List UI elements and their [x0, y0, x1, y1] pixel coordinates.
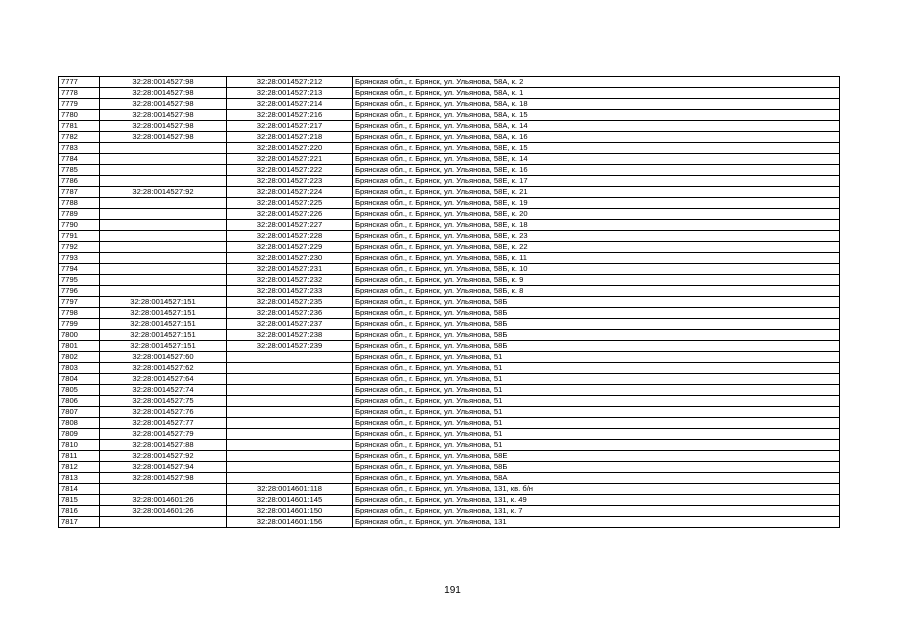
address-cell: Брянская обл., г. Брянск, ул. Ульянова, 131 — [353, 517, 840, 528]
address-cell: Брянская обл., г. Брянск, ул. Ульянова, 58Б — [353, 341, 840, 352]
row-number-cell: 7814 — [59, 484, 100, 495]
row-number-cell: 7777 — [59, 77, 100, 88]
address-cell: Брянская обл., г. Брянск, ул. Ульянова, 58Б, к. 10 — [353, 264, 840, 275]
table-row — [59, 341, 840, 352]
cadastral-number-cell: 32:28:0014601:150 — [227, 506, 353, 517]
row-number-cell: 7813 — [59, 473, 100, 484]
address-cell: Брянская обл., г. Брянск, ул. Ульянова, 51 — [353, 374, 840, 385]
parent-cadastral-number-cell: 32:28:0014527:151 — [100, 308, 227, 319]
table-row — [59, 187, 840, 198]
cadastral-number-cell: 32:28:0014527:217 — [227, 121, 353, 132]
row-number-cell: 7792 — [59, 242, 100, 253]
table-row — [59, 517, 840, 528]
row-number-cell: 7812 — [59, 462, 100, 473]
row-number-cell: 7779 — [59, 99, 100, 110]
parent-cadastral-number-cell — [100, 154, 227, 165]
cadastral-number-cell — [227, 440, 353, 451]
parent-cadastral-number-cell — [100, 220, 227, 231]
cadastral-number-cell: 32:28:0014527:229 — [227, 242, 353, 253]
row-number-cell: 7807 — [59, 407, 100, 418]
row-number-cell: 7778 — [59, 88, 100, 99]
table-row — [59, 308, 840, 319]
table-row — [59, 121, 840, 132]
table-row — [59, 319, 840, 330]
row-number-cell: 7784 — [59, 154, 100, 165]
address-cell: Брянская обл., г. Брянск, ул. Ульянова, 58Е, к. 14 — [353, 154, 840, 165]
table-row — [59, 407, 840, 418]
cadastral-number-cell: 32:28:0014527:227 — [227, 220, 353, 231]
row-number-cell: 7804 — [59, 374, 100, 385]
row-number-cell: 7791 — [59, 231, 100, 242]
table-row — [59, 396, 840, 407]
table-row — [59, 88, 840, 99]
cadastral-number-cell — [227, 462, 353, 473]
row-number-cell: 7795 — [59, 275, 100, 286]
parent-cadastral-number-cell — [100, 253, 227, 264]
table-row — [59, 374, 840, 385]
address-cell: Брянская обл., г. Брянск, ул. Ульянова, 58Е — [353, 451, 840, 462]
table-row — [59, 462, 840, 473]
cadastral-number-cell: 32:28:0014601:156 — [227, 517, 353, 528]
table-row — [59, 451, 840, 462]
row-number-cell: 7817 — [59, 517, 100, 528]
row-number-cell: 7796 — [59, 286, 100, 297]
parent-cadastral-number-cell: 32:28:0014527:92 — [100, 187, 227, 198]
row-number-cell: 7808 — [59, 418, 100, 429]
row-number-cell: 7802 — [59, 352, 100, 363]
cadastral-table — [58, 76, 840, 528]
parent-cadastral-number-cell: 32:28:0014527:62 — [100, 363, 227, 374]
table-row — [59, 286, 840, 297]
parent-cadastral-number-cell: 32:28:0014527:151 — [100, 319, 227, 330]
table-row — [59, 418, 840, 429]
cadastral-number-cell: 32:28:0014601:118 — [227, 484, 353, 495]
address-cell: Брянская обл., г. Брянск, ул. Ульянова, 58Е, к. 22 — [353, 242, 840, 253]
parent-cadastral-number-cell — [100, 231, 227, 242]
address-cell: Брянская обл., г. Брянск, ул. Ульянова, 58А — [353, 473, 840, 484]
address-cell: Брянская обл., г. Брянск, ул. Ульянова, 58А, к. 16 — [353, 132, 840, 143]
table-row — [59, 363, 840, 374]
parent-cadastral-number-cell: 32:28:0014527:76 — [100, 407, 227, 418]
table-row — [59, 209, 840, 220]
row-number-cell: 7789 — [59, 209, 100, 220]
parent-cadastral-number-cell: 32:28:0014527:98 — [100, 121, 227, 132]
cadastral-number-cell: 32:28:0014527:233 — [227, 286, 353, 297]
cadastral-number-cell: 32:28:0014527:221 — [227, 154, 353, 165]
cadastral-number-cell — [227, 451, 353, 462]
row-number-cell: 7793 — [59, 253, 100, 264]
table-row — [59, 198, 840, 209]
table-row — [59, 385, 840, 396]
parent-cadastral-number-cell — [100, 143, 227, 154]
row-number-cell: 7780 — [59, 110, 100, 121]
address-cell: Брянская обл., г. Брянск, ул. Ульянова, 58Б, к. 11 — [353, 253, 840, 264]
table-row — [59, 110, 840, 121]
cadastral-number-cell — [227, 407, 353, 418]
cadastral-number-cell: 32:28:0014527:225 — [227, 198, 353, 209]
address-cell: Брянская обл., г. Брянск, ул. Ульянова, 58А, к. 18 — [353, 99, 840, 110]
parent-cadastral-number-cell: 32:28:0014527:74 — [100, 385, 227, 396]
address-cell: Брянская обл., г. Брянск, ул. Ульянова, 51 — [353, 407, 840, 418]
row-number-cell: 7790 — [59, 220, 100, 231]
parent-cadastral-number-cell: 32:28:0014527:92 — [100, 451, 227, 462]
cadastral-number-cell — [227, 429, 353, 440]
address-cell: Брянская обл., г. Брянск, ул. Ульянова, 58А, к. 2 — [353, 77, 840, 88]
table-body — [59, 77, 840, 528]
cadastral-number-cell: 32:28:0014527:216 — [227, 110, 353, 121]
row-number-cell: 7788 — [59, 198, 100, 209]
row-number-cell: 7783 — [59, 143, 100, 154]
row-number-cell: 7782 — [59, 132, 100, 143]
table-row — [59, 429, 840, 440]
address-cell: Брянская обл., г. Брянск, ул. Ульянова, 58Б — [353, 308, 840, 319]
address-cell: Брянская обл., г. Брянск, ул. Ульянова, 131, к. 49 — [353, 495, 840, 506]
parent-cadastral-number-cell: 32:28:0014527:88 — [100, 440, 227, 451]
cadastral-number-cell: 32:28:0014527:213 — [227, 88, 353, 99]
parent-cadastral-number-cell — [100, 242, 227, 253]
row-number-cell: 7806 — [59, 396, 100, 407]
address-cell: Брянская обл., г. Брянск, ул. Ульянова, 58Е, к. 17 — [353, 176, 840, 187]
table-row — [59, 231, 840, 242]
cadastral-number-cell — [227, 418, 353, 429]
address-cell: Брянская обл., г. Брянск, ул. Ульянова, 51 — [353, 418, 840, 429]
cadastral-number-cell: 32:28:0014527:231 — [227, 264, 353, 275]
parent-cadastral-number-cell: 32:28:0014527:60 — [100, 352, 227, 363]
row-number-cell: 7797 — [59, 297, 100, 308]
address-cell: Брянская обл., г. Брянск, ул. Ульянова, 58А, к. 15 — [353, 110, 840, 121]
cadastral-number-cell: 32:28:0014527:224 — [227, 187, 353, 198]
address-cell: Брянская обл., г. Брянск, ул. Ульянова, 58Е, к. 20 — [353, 209, 840, 220]
cadastral-number-cell: 32:28:0014527:236 — [227, 308, 353, 319]
address-cell: Брянская обл., г. Брянск, ул. Ульянова, 58Б — [353, 462, 840, 473]
address-cell: Брянская обл., г. Брянск, ул. Ульянова, 58Е, к. 18 — [353, 220, 840, 231]
table-row — [59, 253, 840, 264]
cadastral-number-cell: 32:28:0014527:223 — [227, 176, 353, 187]
parent-cadastral-number-cell: 32:28:0014527:98 — [100, 99, 227, 110]
row-number-cell: 7810 — [59, 440, 100, 451]
row-number-cell: 7794 — [59, 264, 100, 275]
row-number-cell: 7787 — [59, 187, 100, 198]
table-row — [59, 264, 840, 275]
row-number-cell: 7800 — [59, 330, 100, 341]
address-cell: Брянская обл., г. Брянск, ул. Ульянова, 58Е, к. 19 — [353, 198, 840, 209]
parent-cadastral-number-cell: 32:28:0014527:94 — [100, 462, 227, 473]
cadastral-number-cell: 32:28:0014527:212 — [227, 77, 353, 88]
parent-cadastral-number-cell: 32:28:0014527:98 — [100, 132, 227, 143]
address-cell: Брянская обл., г. Брянск, ул. Ульянова, 131, кв. б/н — [353, 484, 840, 495]
address-cell: Брянская обл., г. Брянск, ул. Ульянова, 58Е, к. 23 — [353, 231, 840, 242]
row-number-cell: 7816 — [59, 506, 100, 517]
table-row — [59, 484, 840, 495]
table-row — [59, 495, 840, 506]
cadastral-number-cell: 32:28:0014527:230 — [227, 253, 353, 264]
cadastral-number-cell — [227, 396, 353, 407]
table-row — [59, 473, 840, 484]
cadastral-number-cell: 32:28:0014527:222 — [227, 165, 353, 176]
table-row — [59, 77, 840, 88]
parent-cadastral-number-cell: 32:28:0014527:151 — [100, 330, 227, 341]
row-number-cell: 7811 — [59, 451, 100, 462]
address-cell: Брянская обл., г. Брянск, ул. Ульянова, 58А, к. 1 — [353, 88, 840, 99]
parent-cadastral-number-cell — [100, 209, 227, 220]
parent-cadastral-number-cell — [100, 517, 227, 528]
table-row — [59, 440, 840, 451]
parent-cadastral-number-cell: 32:28:0014527:98 — [100, 88, 227, 99]
table-row — [59, 330, 840, 341]
table-row — [59, 132, 840, 143]
row-number-cell: 7803 — [59, 363, 100, 374]
address-cell: Брянская обл., г. Брянск, ул. Ульянова, 58Е, к. 15 — [353, 143, 840, 154]
address-cell: Брянская обл., г. Брянск, ул. Ульянова, 51 — [353, 363, 840, 374]
table-row — [59, 165, 840, 176]
parent-cadastral-number-cell: 32:28:0014527:64 — [100, 374, 227, 385]
parent-cadastral-number-cell — [100, 484, 227, 495]
row-number-cell: 7781 — [59, 121, 100, 132]
row-number-cell: 7805 — [59, 385, 100, 396]
row-number-cell: 7815 — [59, 495, 100, 506]
table-row — [59, 352, 840, 363]
address-cell: Брянская обл., г. Брянск, ул. Ульянова, 51 — [353, 396, 840, 407]
row-number-cell: 7798 — [59, 308, 100, 319]
address-cell: Брянская обл., г. Брянск, ул. Ульянова, 58Б — [353, 297, 840, 308]
address-cell: Брянская обл., г. Брянск, ул. Ульянова, 51 — [353, 429, 840, 440]
cadastral-number-cell: 32:28:0014527:214 — [227, 99, 353, 110]
table-row — [59, 220, 840, 231]
address-cell: Брянская обл., г. Брянск, ул. Ульянова, 58А, к. 14 — [353, 121, 840, 132]
row-number-cell: 7786 — [59, 176, 100, 187]
table-row — [59, 506, 840, 517]
cadastral-number-cell — [227, 352, 353, 363]
table-row — [59, 297, 840, 308]
parent-cadastral-number-cell — [100, 165, 227, 176]
table-row — [59, 176, 840, 187]
cadastral-number-cell: 32:28:0014527:238 — [227, 330, 353, 341]
parent-cadastral-number-cell — [100, 264, 227, 275]
parent-cadastral-number-cell: 32:28:0014527:79 — [100, 429, 227, 440]
address-cell: Брянская обл., г. Брянск, ул. Ульянова, 58Б — [353, 330, 840, 341]
row-number-cell: 7785 — [59, 165, 100, 176]
parent-cadastral-number-cell — [100, 275, 227, 286]
cadastral-number-cell: 32:28:0014527:237 — [227, 319, 353, 330]
parent-cadastral-number-cell: 32:28:0014527:98 — [100, 110, 227, 121]
row-number-cell: 7809 — [59, 429, 100, 440]
page-number: 191 — [444, 585, 461, 596]
cadastral-number-cell: 32:28:0014527:239 — [227, 341, 353, 352]
cadastral-number-cell: 32:28:0014527:220 — [227, 143, 353, 154]
cadastral-number-cell: 32:28:0014527:232 — [227, 275, 353, 286]
parent-cadastral-number-cell: 32:28:0014601:26 — [100, 495, 227, 506]
table-row — [59, 99, 840, 110]
cadastral-number-cell — [227, 363, 353, 374]
cadastral-number-cell — [227, 385, 353, 396]
address-cell: Брянская обл., г. Брянск, ул. Ульянова, 131, к. 7 — [353, 506, 840, 517]
address-cell: Брянская обл., г. Брянск, ул. Ульянова, 58Е, к. 16 — [353, 165, 840, 176]
parent-cadastral-number-cell: 32:28:0014601:26 — [100, 506, 227, 517]
cadastral-number-cell — [227, 473, 353, 484]
cadastral-number-cell: 32:28:0014527:228 — [227, 231, 353, 242]
parent-cadastral-number-cell: 32:28:0014527:151 — [100, 297, 227, 308]
address-cell: Брянская обл., г. Брянск, ул. Ульянова, 58Е, к. 21 — [353, 187, 840, 198]
parent-cadastral-number-cell: 32:28:0014527:75 — [100, 396, 227, 407]
parent-cadastral-number-cell — [100, 286, 227, 297]
cadastral-number-cell: 32:28:0014527:218 — [227, 132, 353, 143]
table-row — [59, 154, 840, 165]
cadastral-number-cell — [227, 374, 353, 385]
table-row — [59, 275, 840, 286]
cadastral-number-cell: 32:28:0014527:226 — [227, 209, 353, 220]
row-number-cell: 7801 — [59, 341, 100, 352]
address-cell: Брянская обл., г. Брянск, ул. Ульянова, 51 — [353, 440, 840, 451]
parent-cadastral-number-cell — [100, 176, 227, 187]
parent-cadastral-number-cell — [100, 198, 227, 209]
table-row — [59, 242, 840, 253]
parent-cadastral-number-cell: 32:28:0014527:77 — [100, 418, 227, 429]
cadastral-number-cell: 32:28:0014601:145 — [227, 495, 353, 506]
row-number-cell: 7799 — [59, 319, 100, 330]
parent-cadastral-number-cell: 32:28:0014527:151 — [100, 341, 227, 352]
address-cell: Брянская обл., г. Брянск, ул. Ульянова, 58Б, к. 8 — [353, 286, 840, 297]
parent-cadastral-number-cell: 32:28:0014527:98 — [100, 473, 227, 484]
cadastral-number-cell: 32:28:0014527:235 — [227, 297, 353, 308]
parent-cadastral-number-cell: 32:28:0014527:98 — [100, 77, 227, 88]
address-cell: Брянская обл., г. Брянск, ул. Ульянова, 51 — [353, 352, 840, 363]
address-cell: Брянская обл., г. Брянск, ул. Ульянова, 58Б — [353, 319, 840, 330]
address-cell: Брянская обл., г. Брянск, ул. Ульянова, 58Б, к. 9 — [353, 275, 840, 286]
table-row — [59, 143, 840, 154]
address-cell: Брянская обл., г. Брянск, ул. Ульянова, 51 — [353, 385, 840, 396]
